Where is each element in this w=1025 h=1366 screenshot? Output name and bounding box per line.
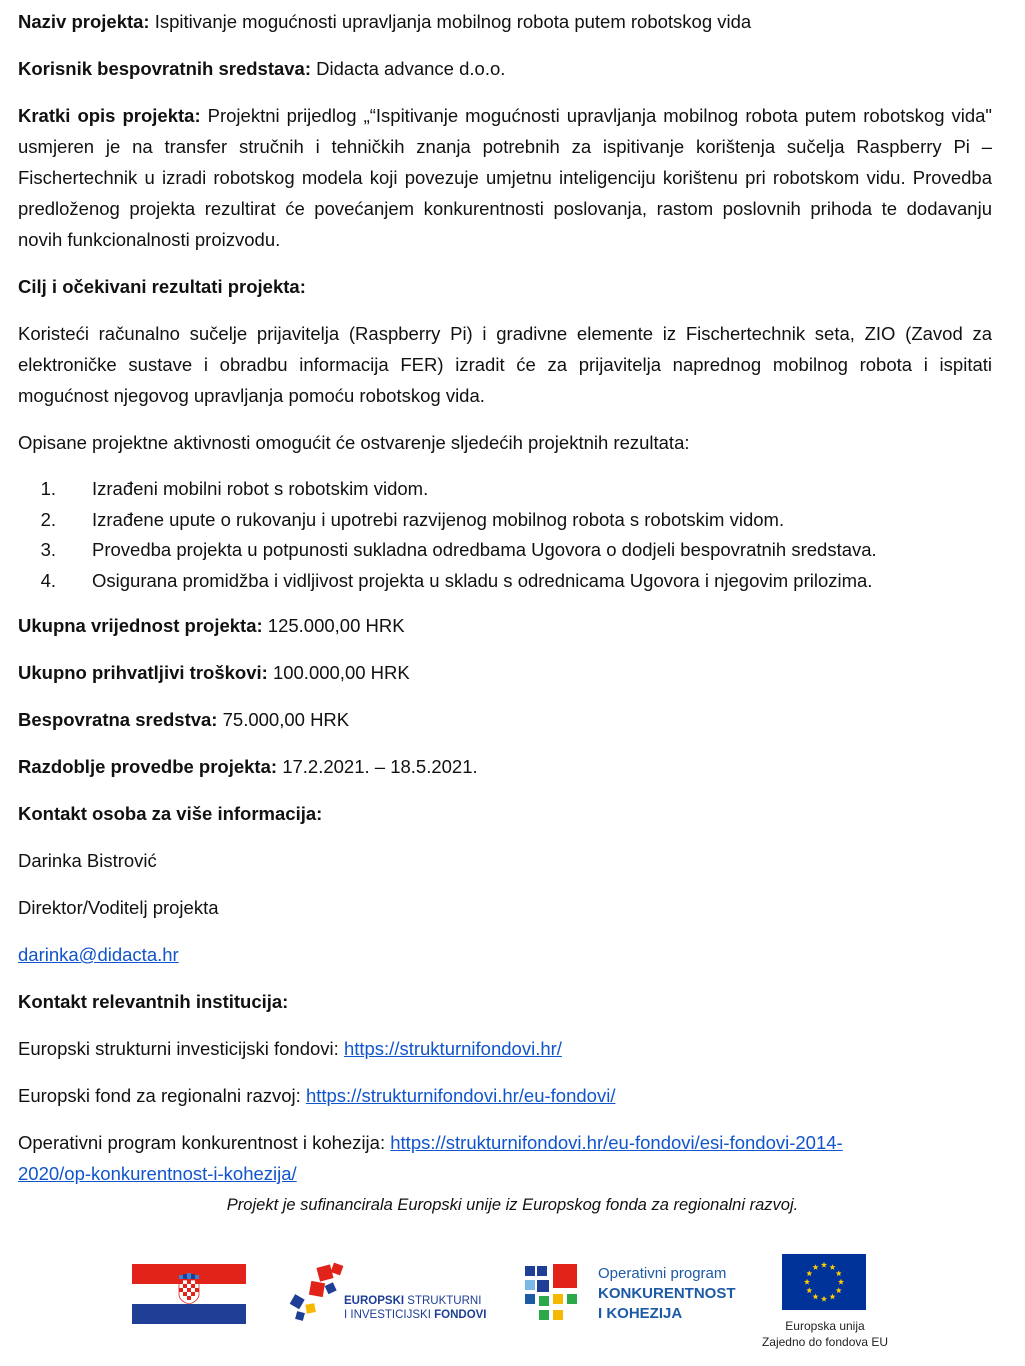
project-name-value: Ispitivanje mogućnosti upravljanja mobilnog robota putem robotskog vida [154, 11, 752, 32]
list-item [18, 474, 992, 505]
list-text: Provedba projekta u potpunosti sukladna odredbama Ugovora o dodjeli bespovratnih sredstava. [92, 539, 877, 560]
croatian-flag-logo [132, 1264, 246, 1324]
grant-label: Bespovratna sredstva: [18, 709, 218, 730]
total-value-label: Ukupna vrijednost projekta: [18, 615, 263, 636]
logo-strip [0, 1252, 1025, 1362]
eu-flag-icon [782, 1254, 866, 1310]
contact-name: Darinka Bistrović [18, 850, 157, 871]
esif-logo-text: EUROPSKI STRUKTURNI I INVESTICIJSKI FONDOVI [344, 1295, 487, 1321]
eu-logo [760, 1254, 890, 1358]
institution-erdf-link[interactable]: https://strukturnifondovi.hr/eu-fondovi/ [305, 1085, 616, 1106]
short-description [18, 100, 992, 255]
project-name-line [18, 6, 992, 37]
list-number: 1. [40, 478, 56, 499]
total-value-line [18, 610, 992, 641]
institution-label: Europski strukturni investicijski fondovi: [18, 1038, 339, 1059]
grant-line [18, 704, 992, 735]
institution-esif-link[interactable]: https://strukturnifondovi.hr/ [343, 1038, 562, 1059]
cofinancing-note: Projekt je sufinancirala Europski unije iz Europskog fonda za regionalni razvoj. [226, 1196, 799, 1214]
contact-email-line [18, 939, 992, 970]
contact-email-link[interactable]: darinka@didacta.hr [18, 944, 179, 965]
institution-erdf-line [18, 1080, 992, 1111]
grant-value: 75.000,00 HRK [222, 709, 350, 730]
results-intro: Opisane projektne aktivnosti omogućit će ostvarenje sljedećih projektnih rezultata: [18, 432, 690, 453]
list-text: Izrađene upute o rukovanju i upotrebi razvijenog mobilnog robota s robotskim vidom. [92, 508, 785, 530]
esif-mark-icon [288, 1262, 348, 1322]
goals-heading: Cilj i očekivani rezultati projekta: [18, 276, 306, 297]
beneficiary-line [18, 53, 992, 84]
list-text: Osigurana promidžba i vidljivost projekta u skladu s odrednicama Ugovora i njegovim prilozima. [92, 569, 873, 591]
results-list [18, 474, 992, 596]
short-description-label: Kratki opis projekta: [18, 105, 201, 126]
contact-heading: Kontakt osoba za više informacija: [18, 803, 323, 824]
institution-opkk-link[interactable]: https://strukturnifondovi.hr/eu-fondovi/esi-fondovi-2014- 2020/op-konkurentnost-i-kohezija/ [18, 1132, 843, 1184]
institution-opkk-line [18, 1127, 992, 1189]
contact-role: Direktor/Voditelj projekta [18, 897, 219, 918]
beneficiary-label: Korisnik bespovratnih sredstava: [18, 58, 312, 79]
beneficiary-value: Didacta advance d.o.o. [316, 58, 506, 79]
eligible-costs-line [18, 657, 992, 688]
short-description-text: Projektni prijedlog „“Ispitivanje mogućnosti upravljanja mobilnog robota putem robotskog vida" usmjeren je na transfer stručnih i tehničkih znanja potrebnih za ispitivanje korištenja sučelja Raspberry Pi – Fischertechnik u izradi robotskog modela koji povezuje umjetnu inteligenciju korištenu pri robotskom vidu. Provedba predloženog projekta rezultirat će povećanjem konkurentnosti poslovanja, rastom poslovnih prihoda te dodavanju novih funkcionalnosti proizvodu. [18, 105, 992, 250]
document-body [18, 6, 992, 1205]
eu-logo-text: Europska unija Zajedno do fondova EU [761, 1319, 889, 1349]
goals-paragraph: Koristeći računalno sučelje prijavitelja (Raspberry Pi) i gradivne elemente iz Fischertechnik seta, ZIO (Zavod za elektroničke sustave i obradbu informacija FER) izradit će za prijavitelja naprednog mobilnog robota i ispitati mogućnost njegovog upravljanja pomoću robotskog vida. [18, 323, 992, 406]
list-text: Izrađeni mobilni robot s robotskim vidom. [92, 478, 429, 499]
opkk-mark-icon [523, 1264, 583, 1324]
list-number: 3. [40, 539, 56, 560]
list-number: 4. [40, 569, 56, 591]
eligible-costs-label: Ukupno prihvatljivi troškovi: [18, 662, 268, 683]
eligible-costs-value: 100.000,00 HRK [272, 662, 410, 683]
list-item [18, 566, 992, 597]
institutions-heading: Kontakt relevantnih institucija: [18, 991, 289, 1012]
period-value: 17.2.2021. – 18.5.2021. [282, 756, 478, 777]
period-label: Razdoblje provedbe projekta: [18, 756, 278, 777]
period-line [18, 751, 992, 782]
list-item [18, 505, 992, 536]
total-value: 125.000,00 HRK [267, 615, 405, 636]
institution-label: Europski fond za regionalni razvoj: [18, 1085, 301, 1106]
opkk-logo-text: Operativni program KONKURENTNOST I KOHEZIJA [598, 1265, 736, 1322]
institution-label: Operativni program konkurentnost i kohezija: [18, 1132, 386, 1153]
list-number: 2. [40, 508, 56, 530]
list-item [18, 535, 992, 566]
project-name-label: Naziv projekta: [18, 11, 150, 32]
opkk-logo [523, 1264, 753, 1340]
esif-logo [288, 1262, 488, 1342]
institution-esif-line [18, 1033, 992, 1064]
